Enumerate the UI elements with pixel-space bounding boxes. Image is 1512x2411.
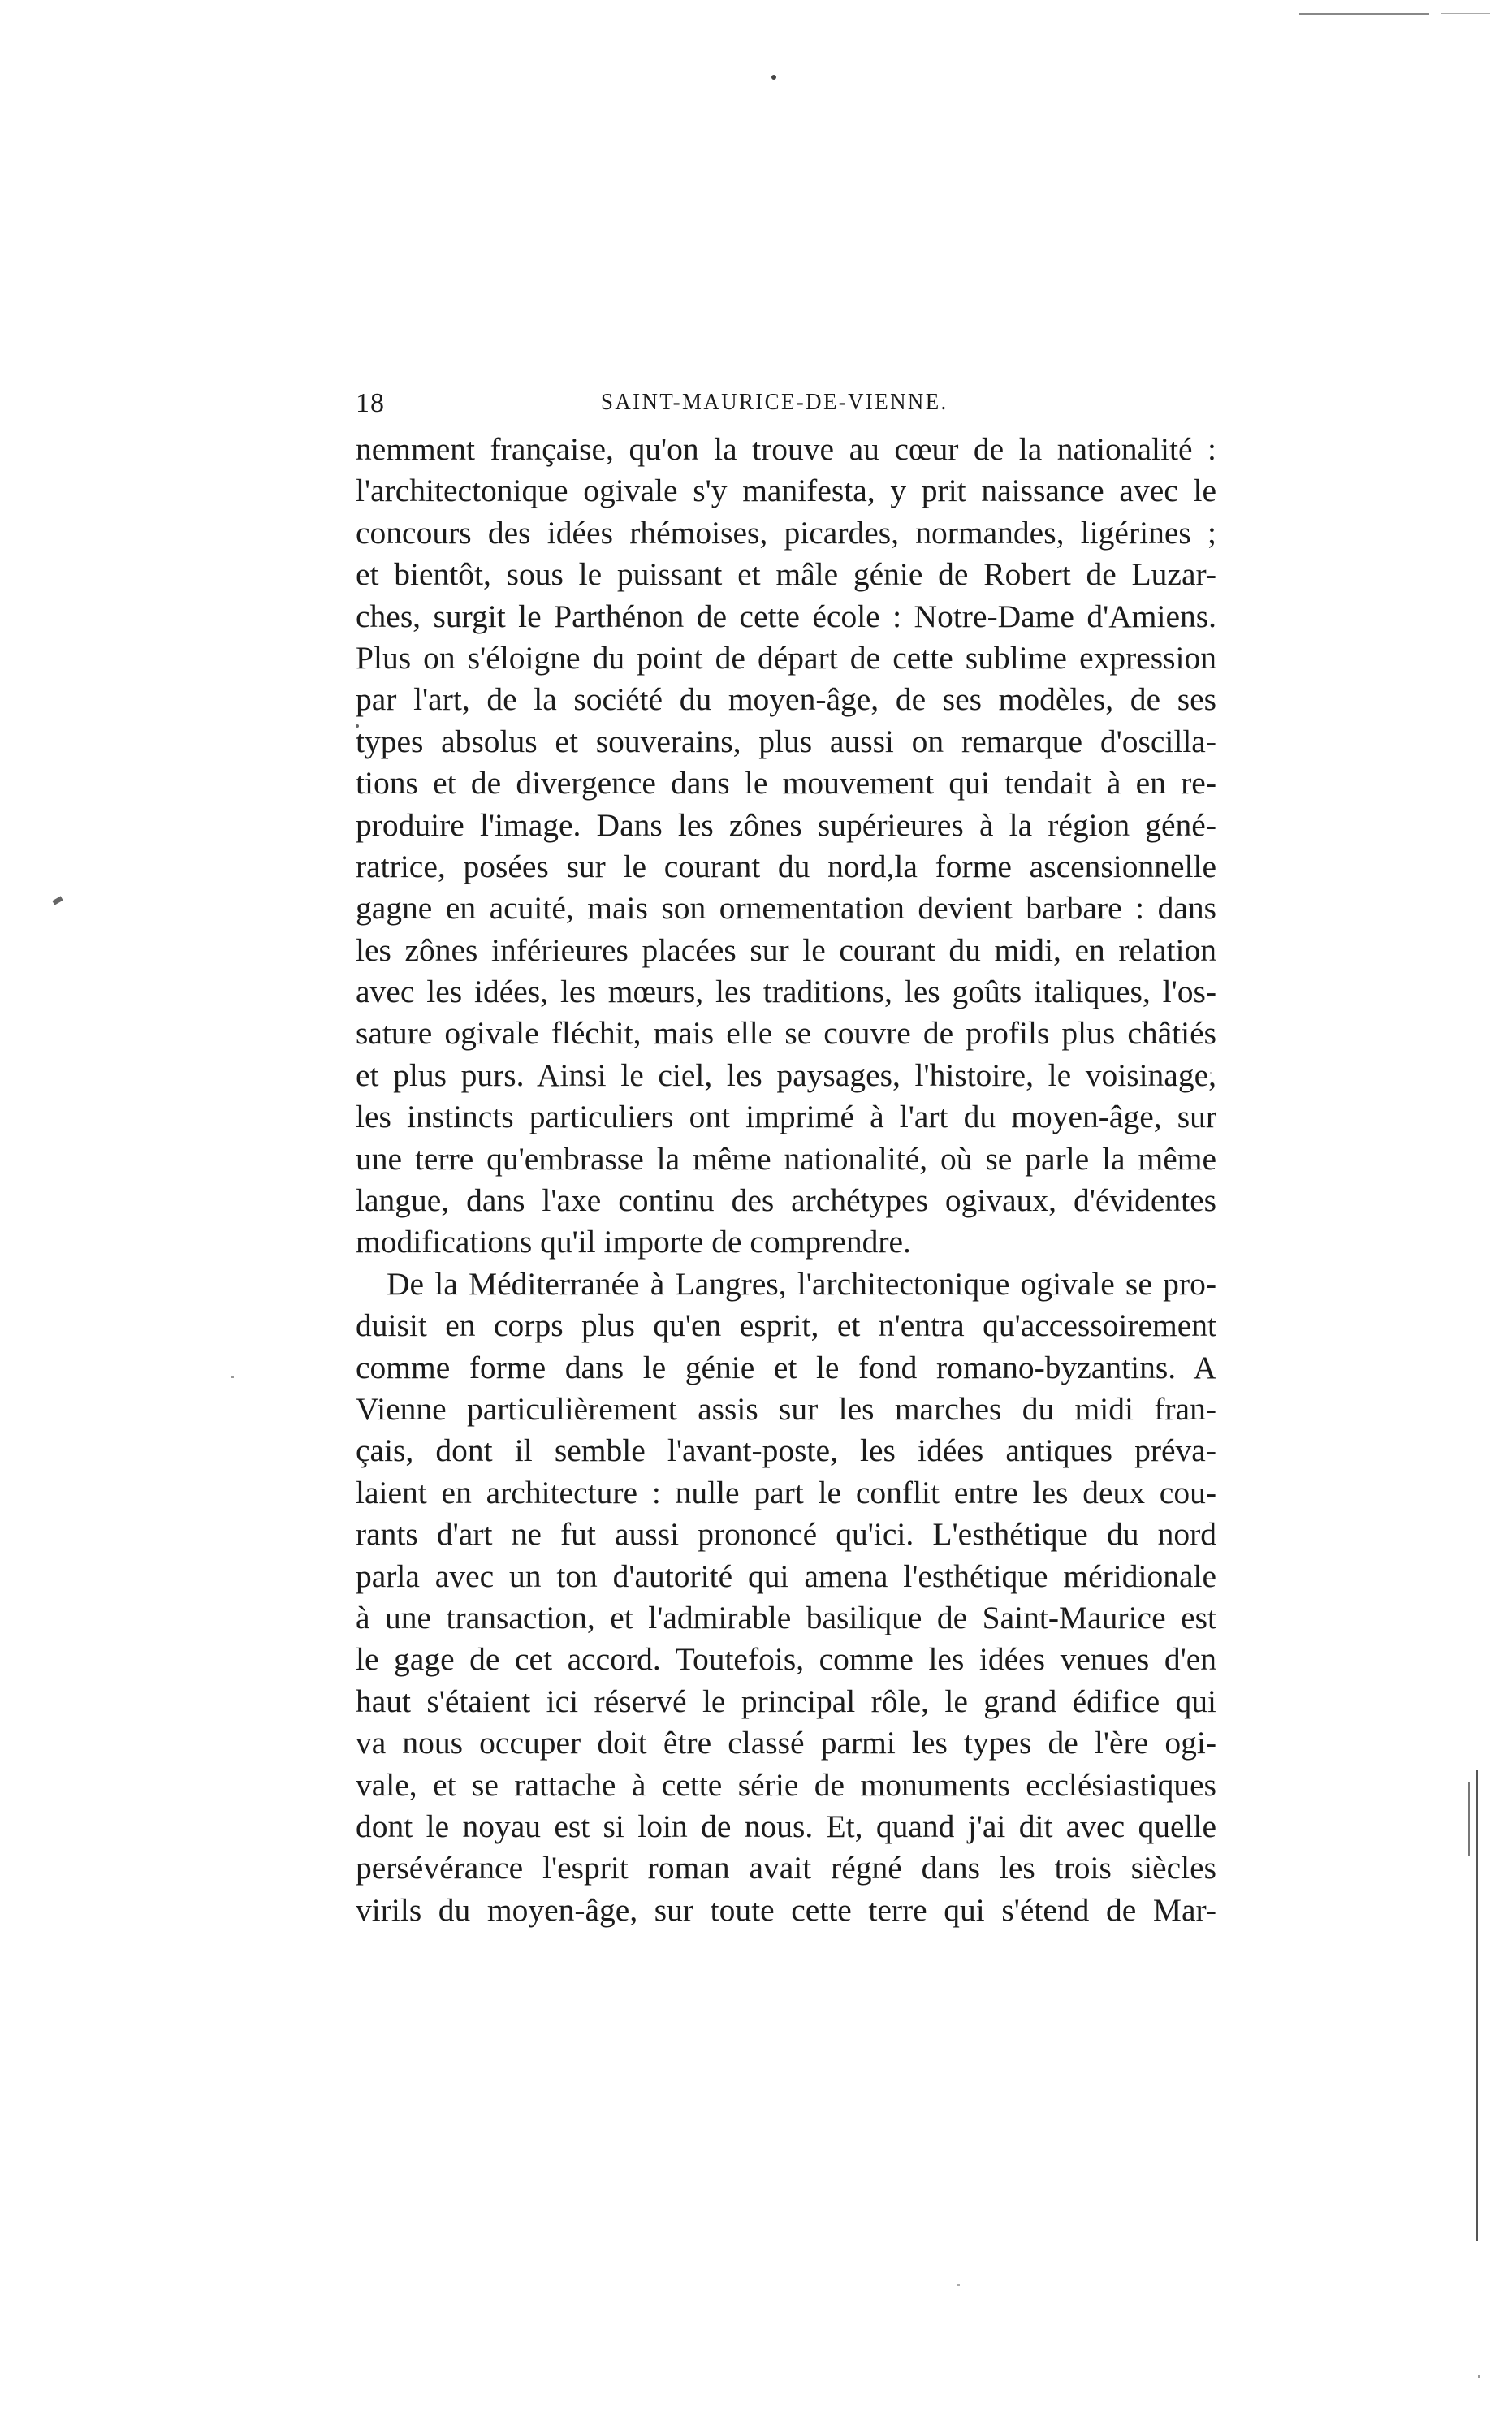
- text-line: rants d'art ne fut aussi prononcé qu'ici. L'esthétique du nord: [356, 1516, 1216, 1553]
- text-line: duisit en corps plus qu'en esprit, et n'entra qu'accessoirement: [356, 1307, 1216, 1344]
- text-line: avec les idées, les mœurs, les traditions, les goûts italiques, l'os-: [356, 974, 1216, 1010]
- text-line: modifications qu'il importe de comprendre.: [356, 1224, 911, 1260]
- text-line: vale, et se rattache à cette série de monuments ecclésiastiques: [356, 1766, 1216, 1803]
- text-line: çais, dont il semble l'avant-poste, les idées antiques préva-: [356, 1432, 1216, 1469]
- text-line: Plus on s'éloigne du point de départ de cette sublime expression: [356, 639, 1216, 676]
- text-line: types absolus et souverains, plus aussi on remarque d'oscilla-: [356, 723, 1216, 759]
- body-text: [356, 429, 1216, 1931]
- text-line: virils du moyen-âge, sur toute cette terre qui s'étend de Mar-: [356, 1891, 1216, 1928]
- running-title: SAINT-MAURICE-DE-VIENNE.: [601, 390, 948, 415]
- scan-artifact-rule: [1299, 13, 1429, 15]
- text-line: tions et de divergence dans le mouvement qui tendait à en re-: [356, 765, 1216, 802]
- text-line: De la Méditerranée à Langres, l'architectonique ogivale se pro-: [387, 1265, 1216, 1302]
- text-line: concours des idées rhémoises, picardes, normandes, ligérines ;: [356, 514, 1216, 551]
- text-line: va nous occuper doit être classé parmi les types de l'ère ogi-: [356, 1725, 1216, 1761]
- text-line: ratrice, posées sur le courant du nord,la forme ascensionnelle: [356, 848, 1216, 884]
- ink-speck: [1478, 2375, 1480, 2378]
- text-line: produire l'image. Dans les zônes supérieures à la région géné-: [356, 806, 1216, 843]
- page-edge-line: [1476, 1770, 1478, 2241]
- ink-speck: [957, 2284, 960, 2286]
- scan-artifact-rule: [1441, 13, 1490, 14]
- text-line: parla avec un ton d'autorité qui amena l'esthétique méridionale: [356, 1558, 1216, 1594]
- text-line: sature ogivale fléchit, mais elle se couvre de profils plus châtiés: [356, 1015, 1216, 1052]
- text-line: nemment française, qu'on la trouve au cœur de la nationalité :: [356, 431, 1216, 467]
- text-line: l'architectonique ogivale s'y manifesta, y prit naissance avec le: [356, 473, 1216, 509]
- text-line: Vienne particulièrement assis sur les marches du midi fran-: [356, 1390, 1216, 1427]
- text-line: haut s'étaient ici réservé le principal rôle, le grand édifice qui: [356, 1683, 1216, 1719]
- text-line: comme forme dans le génie et le fond romano-byzantins. A: [356, 1349, 1216, 1385]
- text-line: persévérance l'esprit roman avait régné dans les trois siècles: [356, 1850, 1216, 1886]
- page-number: 18: [356, 388, 385, 418]
- text-line: à une transaction, et l'admirable basilique de Saint-Maurice est: [356, 1599, 1216, 1635]
- page-edge-line: [1468, 1782, 1470, 1856]
- ink-speck: [771, 75, 776, 80]
- ink-speck: [52, 896, 63, 905]
- text-line: le gage de cet accord. Toutefois, comme les idées venues d'en: [356, 1641, 1216, 1678]
- text-line: et bientôt, sous le puissant et mâle génie de Robert de Luzar-: [356, 556, 1216, 593]
- text-line: les zônes inférieures placées sur le courant du midi, en relation: [356, 931, 1216, 968]
- ink-speck: [231, 1376, 234, 1378]
- text-line: laient en architecture : nulle part le conflit entre les deux cou-: [356, 1474, 1216, 1510]
- text-line: par l'art, de la société du moyen-âge, de ses modèles, de ses: [356, 681, 1216, 718]
- text-line: gagne en acuité, mais son ornementation devient barbare : dans: [356, 890, 1216, 927]
- text-line: les instincts particuliers ont imprimé à l'art du moyen-âge, sur: [356, 1099, 1216, 1135]
- page-header: [356, 388, 1216, 429]
- text-line: langue, dans l'axe continu des archétypes ogivaux, d'évidentes: [356, 1182, 1216, 1219]
- text-line: ches, surgit le Parthénon de cette école : Notre-Dame d'Amiens.: [356, 598, 1216, 634]
- text-line: et plus purs. Ainsi le ciel, les paysages, l'histoire, le voisinage,: [356, 1056, 1216, 1093]
- text-line: une terre qu'embrasse la même nationalité, où se parle la même: [356, 1140, 1216, 1177]
- text-line: dont le noyau est si loin de nous. Et, quand j'ai dit avec quelle: [356, 1808, 1216, 1844]
